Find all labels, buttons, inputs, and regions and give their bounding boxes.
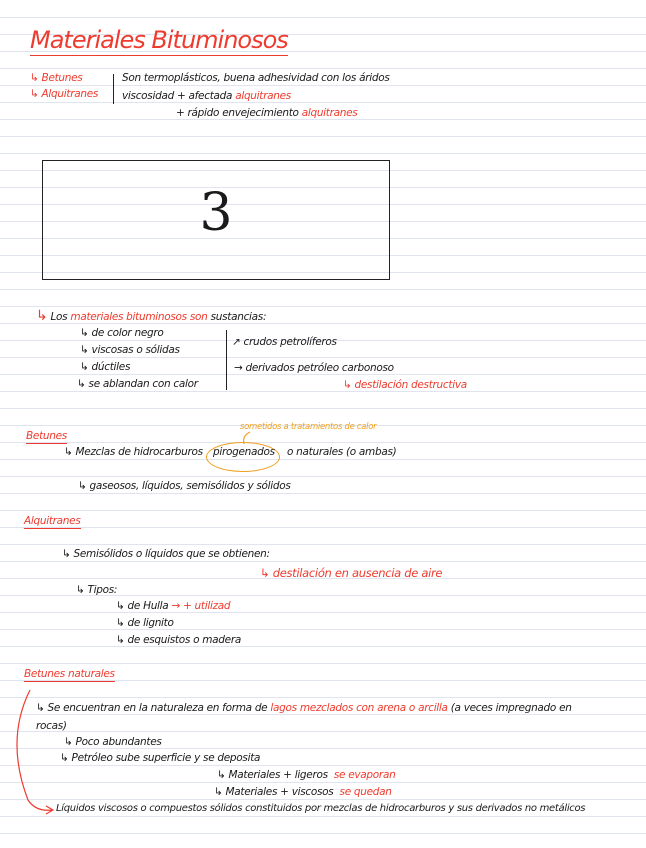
line-red: lagos mezclados con arena o arcilla xyxy=(270,702,448,714)
sub-text: ↳ Materiales + ligeros xyxy=(217,769,328,781)
property-item: ↳ viscosas o sólidas xyxy=(80,344,180,356)
prop-red: alquitranes xyxy=(235,90,291,102)
lead-text: Los xyxy=(50,311,68,323)
page-title: Materiales Bituminosos xyxy=(30,26,288,54)
intro-item-alquitranes: ↳ Alquitranes xyxy=(30,88,99,100)
heading-betunes: Betunes xyxy=(26,430,67,442)
arrow-icon: ↳ xyxy=(36,308,48,324)
naturales-sub: ↳ Petróleo sube superficie y se deposita xyxy=(60,752,261,764)
destilacion-note: ↳ destilación destructiva xyxy=(343,379,467,391)
naturales-line1-cont: rocas) xyxy=(36,720,67,732)
property-item: ↳ dúctiles xyxy=(80,361,131,373)
property-item: ↳ se ablandan con calor xyxy=(77,378,198,390)
type-text: ↳ de Hulla xyxy=(116,600,169,612)
prop-text: + rápido envejecimiento xyxy=(176,107,299,119)
type-item: ↳ de lignito xyxy=(116,617,174,629)
naturales-sub: ↳ Poco abundantes xyxy=(64,736,162,748)
property-item: ↳ de color negro xyxy=(80,327,164,339)
line-text: ↳ Se encuentran en la naturaleza en forma de xyxy=(36,702,268,714)
intro-prop: Son termoplásticos, buena adhesividad con los áridos xyxy=(122,72,390,84)
line-post: (a veces impregnado en xyxy=(450,702,572,714)
sub-red: se evaporan xyxy=(333,769,396,781)
betunes-line1: ↳ Mezclas de hidrocarburos xyxy=(64,446,203,458)
types-label: ↳ Tipos: xyxy=(76,584,118,596)
intro-item-betunes: ↳ Betunes xyxy=(30,72,83,84)
betunes-line2: ↳ gaseosos, líquidos, semisólidos y sólidos xyxy=(78,480,291,492)
naturales-definition: Líquidos viscosos o compuestos sólidos constituidos por mezclas de hidrocarburos y sus derivados no metálicos xyxy=(56,803,586,814)
type-note: → + utilizad xyxy=(171,600,231,612)
lead-end: sustancias: xyxy=(210,311,267,323)
placeholder-number: 3 xyxy=(199,183,233,243)
prop-red: alquitranes xyxy=(301,107,358,119)
circled-word: pirogenados xyxy=(213,446,275,458)
source-item: ↗ crudos petrolíferos xyxy=(232,336,337,348)
sub-text: ↳ Materiales + viscosos xyxy=(214,786,334,798)
obtained-note: ↳ destilación en ausencia de aire xyxy=(260,566,443,580)
prop-text: viscosidad + afectada xyxy=(122,90,233,102)
lead-red: materiales bituminosos son xyxy=(70,311,208,323)
betunes-line1-post: o naturales (o ambas) xyxy=(287,446,397,458)
sub-red: se quedan xyxy=(339,786,392,798)
source-item: → derivados petróleo carbonoso xyxy=(234,362,394,374)
annotation: sometidos a tratamientos de calor xyxy=(240,422,377,432)
heading-betunes-naturales: Betunes naturales xyxy=(24,668,115,680)
heading-alquitranes: Alquitranes xyxy=(24,515,81,527)
type-item: ↳ de esquistos o madera xyxy=(116,634,241,646)
alquitranes-line1: ↳ Semisólidos o líquidos que se obtienen: xyxy=(62,548,270,560)
